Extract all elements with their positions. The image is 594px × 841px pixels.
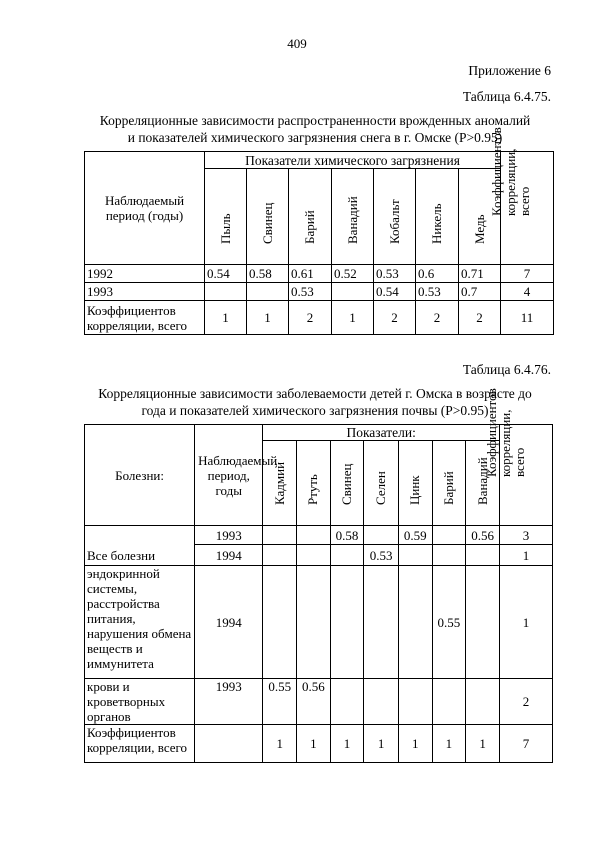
table2-year	[195, 725, 263, 763]
table2-cell	[398, 679, 432, 725]
table2-row-total: 2	[499, 679, 552, 725]
table1-title-line1: Корреляционные зависимости распространенности врожденных аномалий	[99, 113, 531, 128]
table2-cell: 0.56	[297, 679, 331, 725]
table1-cell: 0.61	[289, 265, 332, 283]
page-number: 409	[287, 36, 307, 51]
table1-cell: 1	[332, 301, 374, 335]
table2-indicator-label: Селен	[373, 471, 389, 505]
table2-cell: 1	[330, 725, 364, 763]
table2-cell: 0.59	[398, 526, 432, 545]
table2-row-total: 7	[499, 725, 552, 763]
table1-indicator-header	[289, 169, 332, 265]
table2-title-line2: года и показателей химического загрязнения почвы (Р>0.95)	[141, 403, 489, 418]
table2-year: 1994	[195, 545, 263, 566]
table2-cell: 1	[364, 725, 399, 763]
table2-cell	[466, 679, 500, 725]
table1-cell: 2	[416, 301, 459, 335]
table2-cell	[297, 566, 331, 679]
table2-indicator-header	[297, 441, 331, 526]
table2-row	[85, 566, 553, 679]
table2-number: Таблица 6.4.76.	[462, 362, 551, 377]
table2-cell	[297, 526, 331, 545]
table2-cell: 0.55	[263, 679, 297, 725]
table1-indicator-header	[205, 169, 247, 265]
table2-indicator-header	[330, 441, 364, 526]
table2-period-header: Наблюдаемый период, годы	[195, 425, 263, 526]
table2-row-total: 3	[499, 526, 552, 545]
table1-indicator-label: Пыль	[217, 213, 233, 244]
table1-cell: 0.54	[374, 283, 416, 301]
table1-indicator-header	[332, 169, 374, 265]
table2-cell	[364, 566, 399, 679]
table1-cell: 0.54	[205, 265, 247, 283]
table2-year: 1993	[195, 526, 263, 545]
table2-indicator-header	[466, 441, 500, 526]
table1-indicator-label: Медь	[471, 214, 487, 244]
table2-cell: 1	[398, 725, 432, 763]
table1-row	[85, 265, 554, 283]
table1-row-total: 7	[501, 265, 554, 283]
table1-cell: 0.52	[332, 265, 374, 283]
table2-row-total: 1	[499, 545, 552, 566]
table2-cell	[432, 679, 466, 725]
table2-cell: 1	[432, 725, 466, 763]
table1-row-label: 1993	[85, 283, 205, 301]
table1-cell	[247, 283, 289, 301]
table2-cell: 1	[263, 725, 297, 763]
table2-year: 1994	[195, 566, 263, 679]
table1-cell: 0.53	[289, 283, 332, 301]
table2-disease: Коэффициентов корреляции, всего	[85, 725, 195, 763]
table2-disease: эндокринной системы, расстройства питания, нарушения обмена веществ и иммунитета	[85, 566, 195, 679]
table1-indicator-header	[374, 169, 416, 265]
table2-cell: 1	[466, 725, 500, 763]
table2-cell	[466, 566, 500, 679]
table1-indicator-header	[416, 169, 459, 265]
table2-cell: 0.53	[364, 545, 399, 566]
table2-cell	[263, 566, 297, 679]
table2-indicator-label: Ртуть	[305, 474, 321, 505]
table2-year: 1993	[195, 679, 263, 725]
table2-indicator-label: Свинец	[338, 463, 354, 505]
table1-cell: 0.6	[416, 265, 459, 283]
table2-cell	[398, 545, 432, 566]
table1-indicator-header	[459, 169, 501, 265]
table1-cell: 2	[289, 301, 332, 335]
table2-disease: Все болезни	[85, 526, 195, 566]
table2-cell	[263, 545, 297, 566]
table1-cell	[205, 283, 247, 301]
table2-group-header: Показатели:	[263, 425, 500, 441]
table1-indicator-label: Ванадий	[344, 196, 360, 244]
table2-indicator-header	[398, 441, 432, 526]
table2-row	[85, 679, 553, 725]
table1-indicator-label: Кобальт	[386, 199, 402, 244]
table1-row	[85, 283, 554, 301]
table1-cell: 1	[205, 301, 247, 335]
table1-cell: 2	[374, 301, 416, 335]
table2-disease-header: Болезни:	[85, 425, 195, 526]
table2-cell	[330, 545, 364, 566]
table1-cell: 2	[459, 301, 501, 335]
table2-cell	[297, 545, 331, 566]
table2-indicator-label: Ванадий	[474, 457, 490, 505]
table1-row-total: 11	[501, 301, 554, 335]
table1-total-header	[489, 127, 554, 265]
table2-cell	[364, 679, 399, 725]
table1-cell: 0.53	[374, 265, 416, 283]
table2-row	[85, 526, 553, 545]
table1-title-line2: и показателей химического загрязнения снега в г. Омске (Р>0.95)	[127, 130, 503, 145]
table2-cell	[330, 679, 364, 725]
table1-cell: 0.7	[459, 283, 501, 301]
table2-cell	[330, 566, 364, 679]
table2-indicator-header	[263, 441, 297, 526]
table1-indicator-label: Никель	[429, 203, 444, 244]
table2-indicator-header	[364, 441, 399, 526]
table2-cell	[432, 526, 466, 545]
table1-cell: 0.71	[459, 265, 501, 283]
table1-indicator-label: Свинец	[259, 202, 275, 244]
table2-cell	[398, 566, 432, 679]
table1-indicator-label: Барий	[302, 210, 317, 244]
table1-group-header: Показатели химического загрязнения	[205, 152, 501, 169]
table1-row-label: 1992	[85, 265, 205, 283]
table2-disease: крови и кроветворных органов	[85, 679, 195, 725]
table2-row-total: 1	[499, 566, 552, 679]
table2-indicator-label: Кадмий	[271, 461, 287, 505]
table1-period-header: Наблюдаемый период (годы)	[85, 152, 205, 265]
table2-cell: 0.55	[432, 566, 466, 679]
table2-total-header-text: Коэффициентов корреляции, всего	[483, 388, 527, 477]
table2-indicator-label: Барий	[440, 471, 456, 505]
table2-cell	[432, 545, 466, 566]
table2-row	[85, 725, 553, 763]
table2-indicator-header	[432, 441, 466, 526]
table1-number: Таблица 6.4.75.	[462, 89, 551, 104]
table2-cell: 1	[297, 725, 331, 763]
table1-cell: 1	[247, 301, 289, 335]
table2-indicator-label: Цинк	[407, 475, 423, 505]
table1-row	[85, 301, 554, 335]
table1-cell	[332, 283, 374, 301]
table2-cell: 0.56	[466, 526, 500, 545]
table2-cell: 0.58	[330, 526, 364, 545]
table1-total-header-text: Коэффициентов корреляции, всего	[489, 127, 533, 216]
table1-cell: 0.58	[247, 265, 289, 283]
appendix-label: Приложение 6	[468, 63, 551, 78]
table1-cell: 0.53	[416, 283, 459, 301]
table2-total-header	[483, 388, 552, 526]
table1-row-total: 4	[501, 283, 554, 301]
table1-row-label: Коэффициентов корреляции, всего	[85, 301, 205, 335]
table2-cell	[466, 545, 500, 566]
table2-cell	[364, 526, 399, 545]
table1-indicator-header	[247, 169, 289, 265]
table2-cell	[263, 526, 297, 545]
table2-title-line1: Корреляционные зависимости заболеваемости детей г. Омска в возрасте до	[98, 386, 532, 401]
